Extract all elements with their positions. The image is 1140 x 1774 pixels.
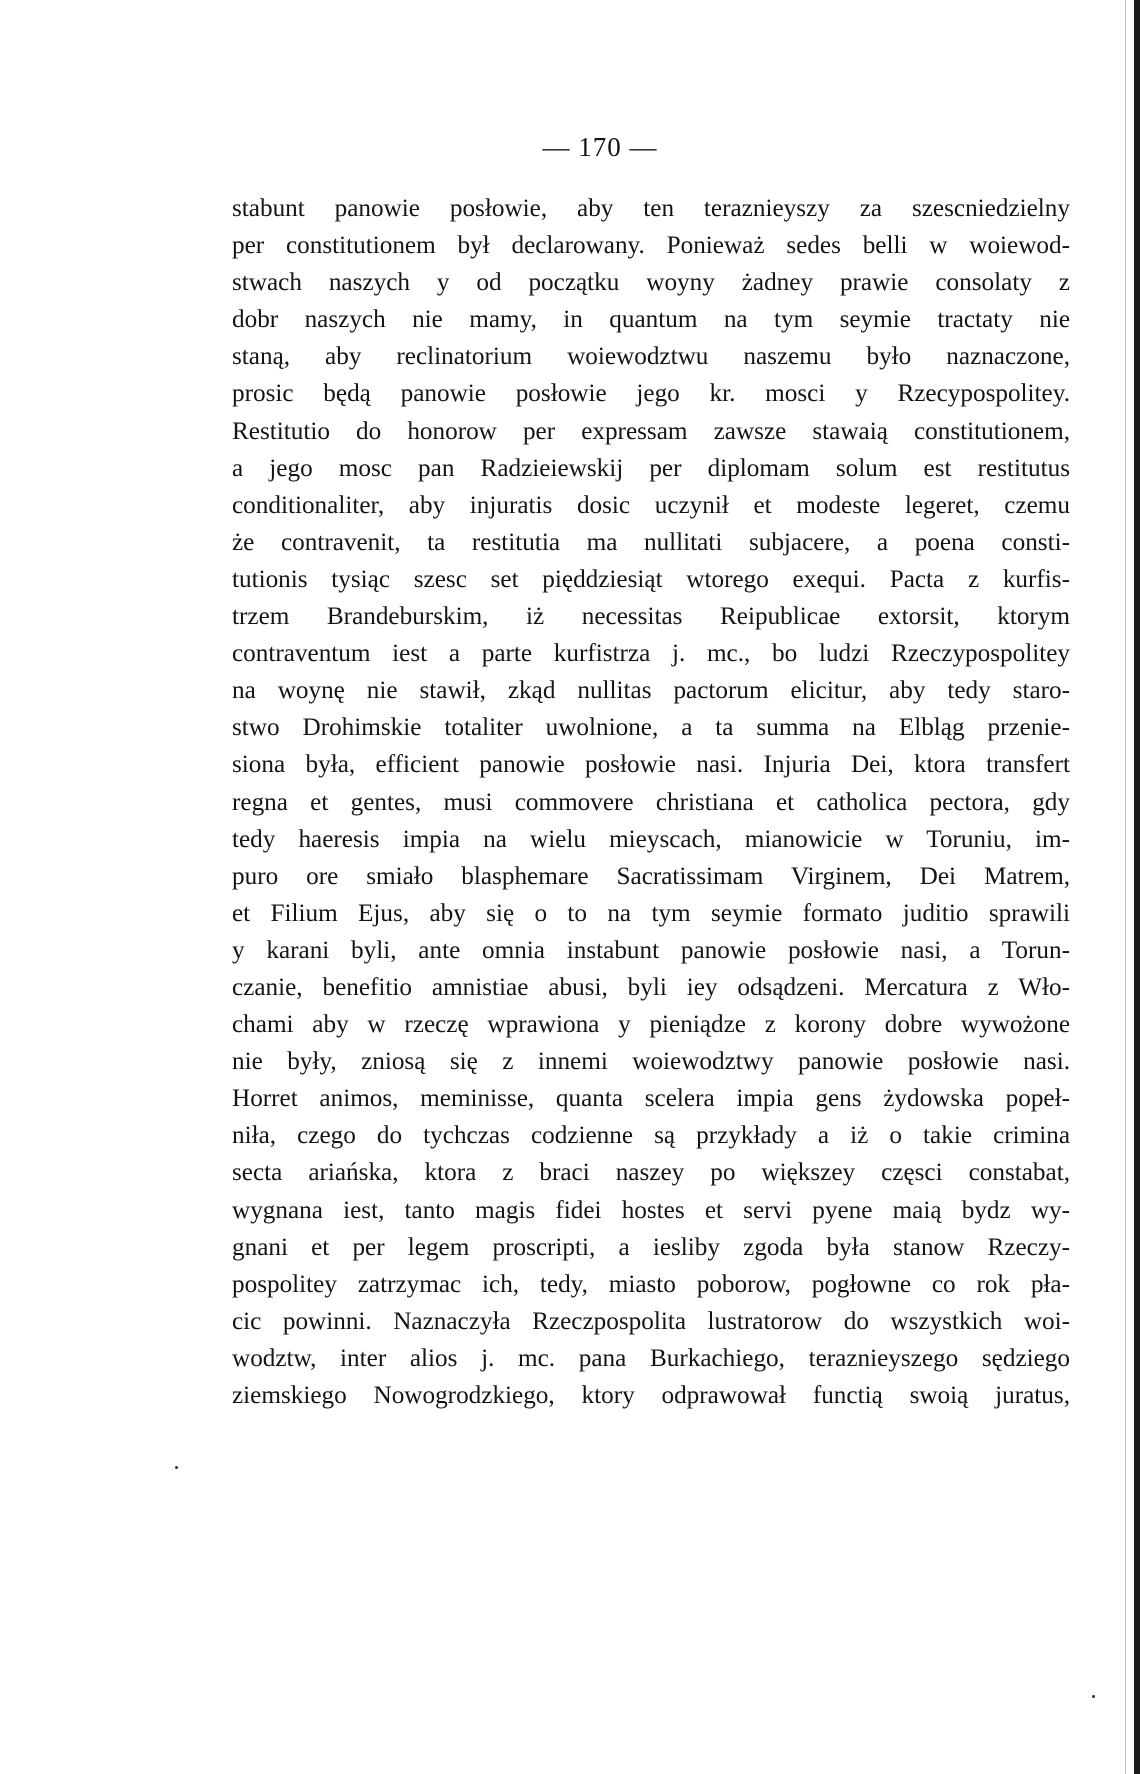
- text-line: ziemskiego Nowogrodzkiego, ktory odprawował functią swoią juratus,: [232, 1382, 1070, 1409]
- text-line: stwach naszych y od początku woyny żadney prawie consolaty z: [232, 269, 1070, 297]
- page-edge-shadow: [1125, 0, 1126, 1774]
- page-binding-edge: [1134, 0, 1140, 1774]
- text-line: wodztw, inter alios j. mc. pana Burkachiego, teraznieyszego sędziego: [232, 1344, 1070, 1372]
- text-line: niła, czego do tychczas codzienne są przykłady a iż o takie crimina: [232, 1122, 1070, 1150]
- text-line: cic powinni. Naznaczyła Rzeczpospolita lustratorow do wszystkich woi-: [232, 1307, 1070, 1335]
- text-line: stabunt panowie posłowie, aby ten teraznieyszy za szescniedzielny: [232, 195, 1070, 222]
- text-line: stwo Drohimskie totaliter uwolnione, a ta summa na Elbląg przenie-: [232, 714, 1070, 742]
- text-line: a jego mosc pan Radzieiewskij per diplomam solum est restitutus: [232, 454, 1070, 482]
- text-line: per constitutionem był declarowany. Ponieważ sedes belli w woiewod-: [232, 232, 1070, 260]
- text-line: et Filium Ejus, aby się o to na tym seymie formato juditio sprawili: [232, 899, 1070, 927]
- text-line: trzem Brandeburskim, iż necessitas Reipublicae extorsit, ktorym: [232, 603, 1070, 631]
- text-line: regna et gentes, musi commovere christiana et catholica pectora, gdy: [232, 788, 1070, 816]
- text-line: pospolitey zatrzymac ich, tedy, miasto poborow, pogłowne co rok pła-: [232, 1270, 1070, 1298]
- text-line: dobr naszych nie mamy, in quantum na tym seymie tractaty nie: [232, 306, 1070, 334]
- text-line: siona była, efficient panowie posłowie nasi. Injuria Dei, ktora transfert: [232, 751, 1070, 779]
- text-line: Horret animos, meminisse, quanta scelera impia gens żydowska popeł-: [232, 1085, 1070, 1113]
- text-line: wygnana iest, tanto magis fidei hostes et servi pyene maią bydz wy-: [232, 1196, 1070, 1224]
- page-body-text: [232, 190, 1070, 1414]
- text-line: tutionis tysiąc szesc set pięddziesiąt wtorego exequi. Pacta z kurfis-: [232, 565, 1070, 593]
- scan-speck: [175, 1466, 178, 1469]
- text-line: puro ore smiało blasphemare Sacratissimam Virginem, Dei Matrem,: [232, 862, 1070, 890]
- text-line: gnani et per legem proscripti, a iesliby zgoda była stanow Rzeczy-: [232, 1233, 1070, 1261]
- text-line: Restitutio do honorow per expressam zawsze stawaią constitutionem,: [232, 417, 1070, 445]
- text-line: secta ariańska, ktora z braci naszey po większey częsci constabat,: [232, 1159, 1070, 1187]
- text-line: na woynę nie stawił, zkąd nullitas pactorum elicitur, aby tedy staro-: [232, 677, 1070, 705]
- text-line: staną, aby reclinatorium woiewodztwu naszemu było naznaczone,: [232, 343, 1070, 371]
- text-line: chami aby w rzeczę wprawiona y pieniądze z korony dobre wywożone: [232, 1011, 1070, 1039]
- text-line: prosic będą panowie posłowie jego kr. mosci y Rzecypospolitey.: [232, 380, 1070, 408]
- text-line: czanie, benefitio amnistiae abusi, byli iey odsądzeni. Mercatura z Wło-: [232, 973, 1070, 1001]
- text-line: contraventum iest a parte kurfistrza j. mc., bo ludzi Rzeczypospolitey: [232, 640, 1070, 668]
- text-line: tedy haeresis impia na wielu mieyscach, mianowicie w Toruniu, im-: [232, 825, 1070, 853]
- page-number: — 170 —: [542, 132, 658, 162]
- text-line: conditionaliter, aby injuratis dosic uczynił et modeste legeret, czemu: [232, 491, 1070, 519]
- scan-speck: [1092, 1695, 1095, 1698]
- text-line: y karani byli, ante omnia instabunt panowie posłowie nasi, a Torun-: [232, 936, 1070, 964]
- text-line: że contravenit, ta restitutia ma nullitati subjacere, a poena consti-: [232, 528, 1070, 556]
- text-line: nie były, zniosą się z innemi woiewodztwy panowie posłowie nasi.: [232, 1048, 1070, 1076]
